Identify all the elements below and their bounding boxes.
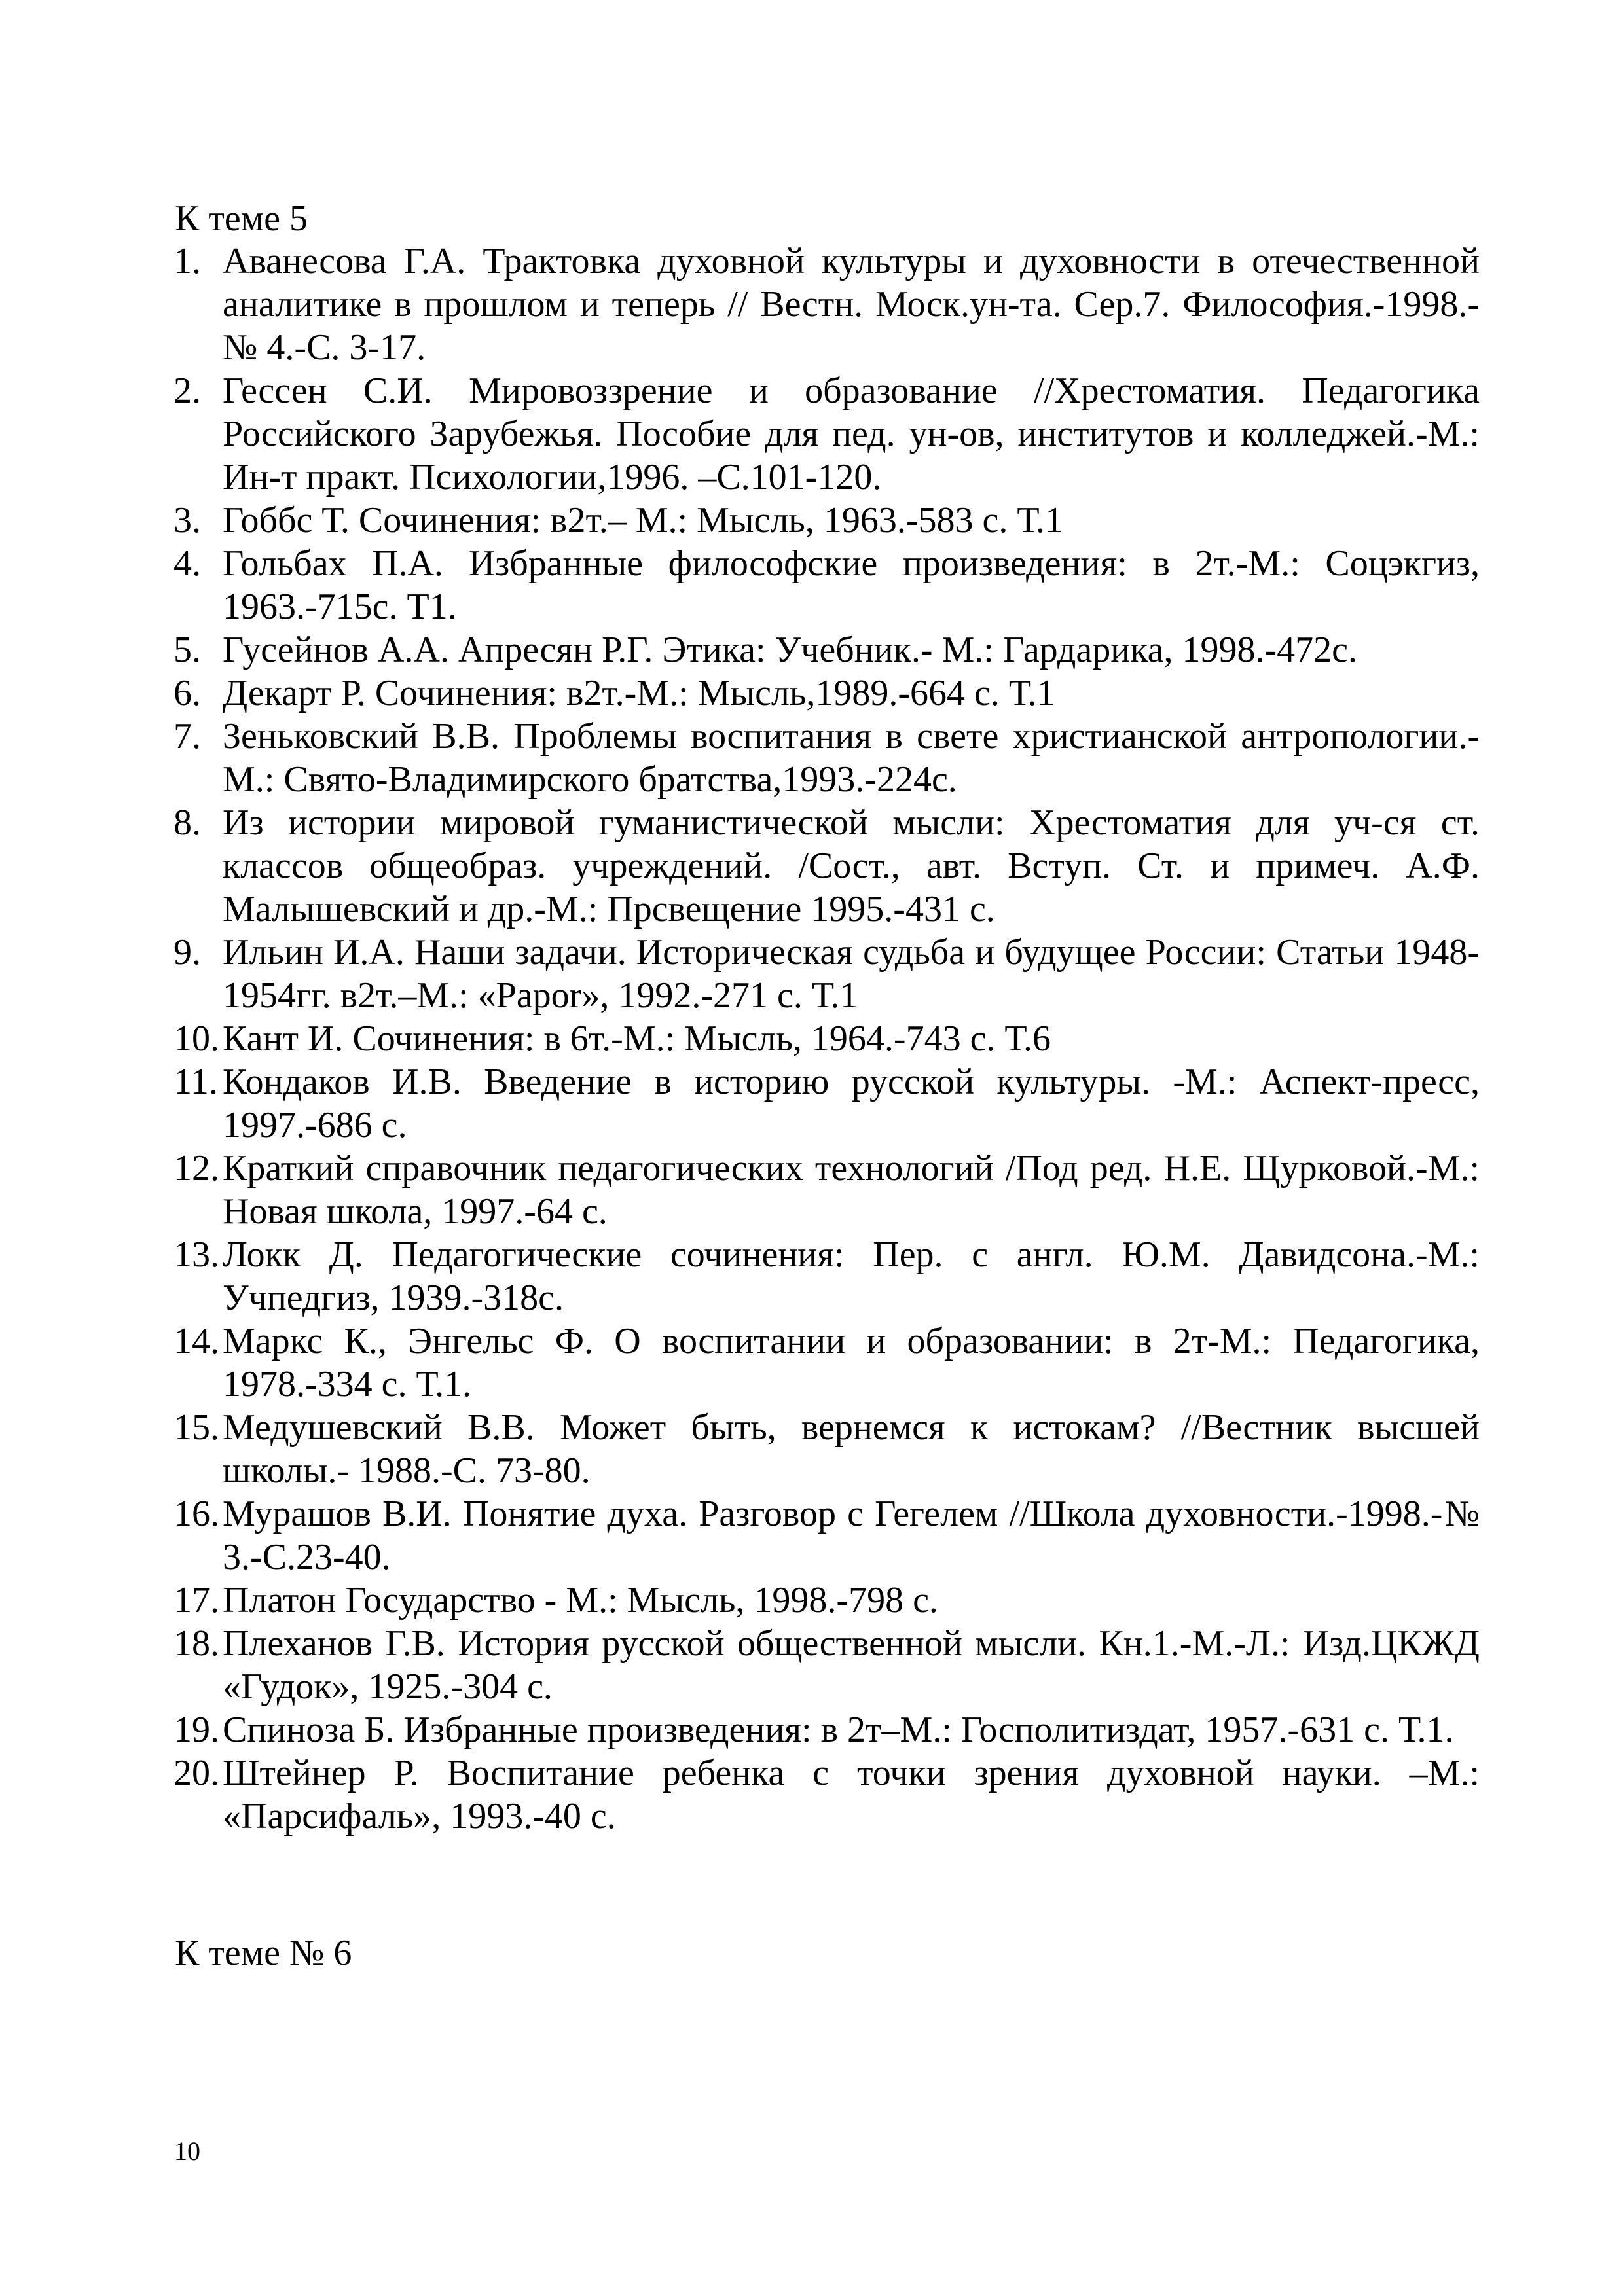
bibliography-item-number: 1. bbox=[173, 241, 201, 281]
bibliography-item-number: 5. bbox=[173, 630, 201, 670]
section-6-heading: К теме № 6 bbox=[175, 1933, 352, 1973]
bibliography-item-number: 12. bbox=[173, 1148, 219, 1189]
bibliography-item-text: Гусейнов А.А. Апресян Р.Г. Этика: Учебник.- М.: Гардарика, 1998.-472с. bbox=[223, 630, 1357, 670]
bibliography-item-text: Аванесова Г.А. Трактовка духовной культуры и духовности в отечественной аналитике в прошлом и теперь // Вестн. Моск.ун-та. Сер.7. Философия.-1998.-№ 4.-С. 3-17. bbox=[223, 241, 1480, 368]
bibliography-item-number: 8. bbox=[173, 802, 201, 843]
bibliography-item-number: 14. bbox=[173, 1321, 219, 1361]
bibliography-item-text: Зеньковский В.В. Проблемы воспитания в свете христианской антропологии.- М.: Свято-Владимирского братства,1993.-224с. bbox=[223, 716, 1480, 800]
bibliography-list bbox=[173, 240, 1480, 1838]
bibliography-item-number: 7. bbox=[173, 716, 201, 757]
bibliography-item bbox=[173, 672, 1480, 715]
bibliography-item-number: 9. bbox=[173, 932, 201, 973]
bibliography-item-text: Плеханов Г.В. История русской общественной мысли. Кн.1.-М.-Л.: Изд.ЦКЖД «Гудок», 1925.-304 с. bbox=[223, 1623, 1480, 1707]
bibliography-item bbox=[173, 1233, 1480, 1319]
bibliography-item-text: Ильин И.А. Наши задачи. Историческая судьба и будущее России: Статьи 1948-1954гг. в2т.–М.: «Papor», 1992.-271 с. Т.1 bbox=[223, 932, 1480, 1016]
bibliography-item-text: Гольбах П.А. Избранные философские произведения: в 2т.-М.: Соцэкгиз, 1963.-715с. Т1. bbox=[223, 543, 1480, 627]
bibliography-item-text: Маркс К., Энгельс Ф. О воспитании и образовании: в 2т-М.: Педагогика, 1978.-334 с. Т.1. bbox=[223, 1321, 1480, 1405]
bibliography-item bbox=[173, 499, 1480, 542]
bibliography-item bbox=[173, 1708, 1480, 1751]
bibliography-item-text: Краткий справочник педагогических технологий /Под ред. Н.Е. Щурковой.-М.: Новая школа, 1997.-64 с. bbox=[223, 1148, 1480, 1232]
bibliography-item-number: 13. bbox=[173, 1234, 219, 1275]
page-number: 10 bbox=[174, 2136, 200, 2166]
bibliography-item bbox=[173, 715, 1480, 801]
bibliography-item bbox=[173, 1147, 1480, 1233]
bibliography-item bbox=[173, 542, 1480, 628]
bibliography-item bbox=[173, 1406, 1480, 1492]
bibliography-item-number: 20. bbox=[173, 1753, 219, 1793]
bibliography-item-text: Локк Д. Педагогические сочинения: Пер. с англ. Ю.М. Давидсона.-М.: Учпедгиз, 1939.-318с. bbox=[223, 1234, 1480, 1318]
bibliography-item-text: Кондаков И.В. Введение в историю русской культуры. -М.: Аспект-пресс, 1997.-686 с. bbox=[223, 1062, 1480, 1145]
bibliography-item-number: 10. bbox=[173, 1018, 219, 1059]
bibliography-item-text: Кант И. Сочинения: в 6т.-М.: Мысль, 1964.-743 с. Т.6 bbox=[223, 1018, 1051, 1059]
bibliography-item-text: Гоббс Т. Сочинения: в2т.– М.: Мысль, 1963.-583 с. Т.1 bbox=[223, 500, 1063, 541]
bibliography-item bbox=[173, 1319, 1480, 1406]
bibliography-item-text: Гессен С.И. Мировоззрение и образование //Хрестоматия. Педагогика Российского Зарубежья. Пособие для пед. ун-ов, институтов и колледжей.-М.: Ин-т практ. Психологии,1996. –С.101-120. bbox=[223, 370, 1480, 497]
bibliography-item bbox=[173, 931, 1480, 1017]
bibliography-item-text: Спиноза Б. Избранные произведения: в 2т–М.: Госполитиздат, 1957.-631 с. Т.1. bbox=[223, 1710, 1454, 1750]
bibliography-item-text: Платон Государство - М.: Мысль, 1998.-798 с. bbox=[223, 1580, 938, 1621]
bibliography-item-number: 3. bbox=[173, 500, 201, 541]
bibliography-item bbox=[173, 628, 1480, 672]
bibliography-item-number: 11. bbox=[173, 1062, 218, 1102]
bibliography-item bbox=[173, 369, 1480, 499]
bibliography-item bbox=[173, 1492, 1480, 1579]
bibliography-item-number: 18. bbox=[173, 1623, 219, 1664]
bibliography-item-number: 15. bbox=[173, 1407, 219, 1448]
bibliography-item bbox=[173, 1622, 1480, 1708]
bibliography-item-text: Медушевский В.В. Может быть, вернемся к истокам? //Вестник высшей школы.- 1988.-С. 73-80. bbox=[223, 1407, 1480, 1491]
bibliography-item-number: 4. bbox=[173, 543, 201, 584]
bibliography-item bbox=[173, 1017, 1480, 1060]
bibliography-item-number: 16. bbox=[173, 1494, 219, 1534]
bibliography-item-text: Из истории мировой гуманистической мысли: Хрестоматия для уч-ся ст. классов общеобраз. учреждений. /Сост., авт. Вступ. Ст. и примеч. А.Ф. Малышевский и др.-М.: Прсвещение 1995.-431 с. bbox=[223, 802, 1480, 929]
section-5-heading: К теме 5 bbox=[175, 198, 308, 239]
bibliography-item bbox=[173, 1579, 1480, 1622]
bibliography-item-text: Мурашов В.И. Понятие духа. Разговор с Гегелем //Школа духовности.-1998.-№ 3.-С.23-40. bbox=[223, 1494, 1480, 1577]
bibliography-item-number: 19. bbox=[173, 1710, 219, 1750]
bibliography-item bbox=[173, 1751, 1480, 1838]
bibliography-item-text: Декарт Р. Сочинения: в2т.-М.: Мысль,1989.-664 с. Т.1 bbox=[223, 673, 1055, 713]
bibliography-item-number: 6. bbox=[173, 673, 201, 713]
bibliography-item-number: 17. bbox=[173, 1580, 219, 1621]
bibliography-item bbox=[173, 240, 1480, 369]
bibliography-item-number: 2. bbox=[173, 370, 201, 411]
bibliography-item bbox=[173, 1060, 1480, 1147]
bibliography-item-text: Штейнер Р. Воспитание ребенка с точки зрения духовной науки. –М.: «Парсифаль», 1993.-40 с. bbox=[223, 1753, 1480, 1837]
bibliography-item bbox=[173, 801, 1480, 931]
